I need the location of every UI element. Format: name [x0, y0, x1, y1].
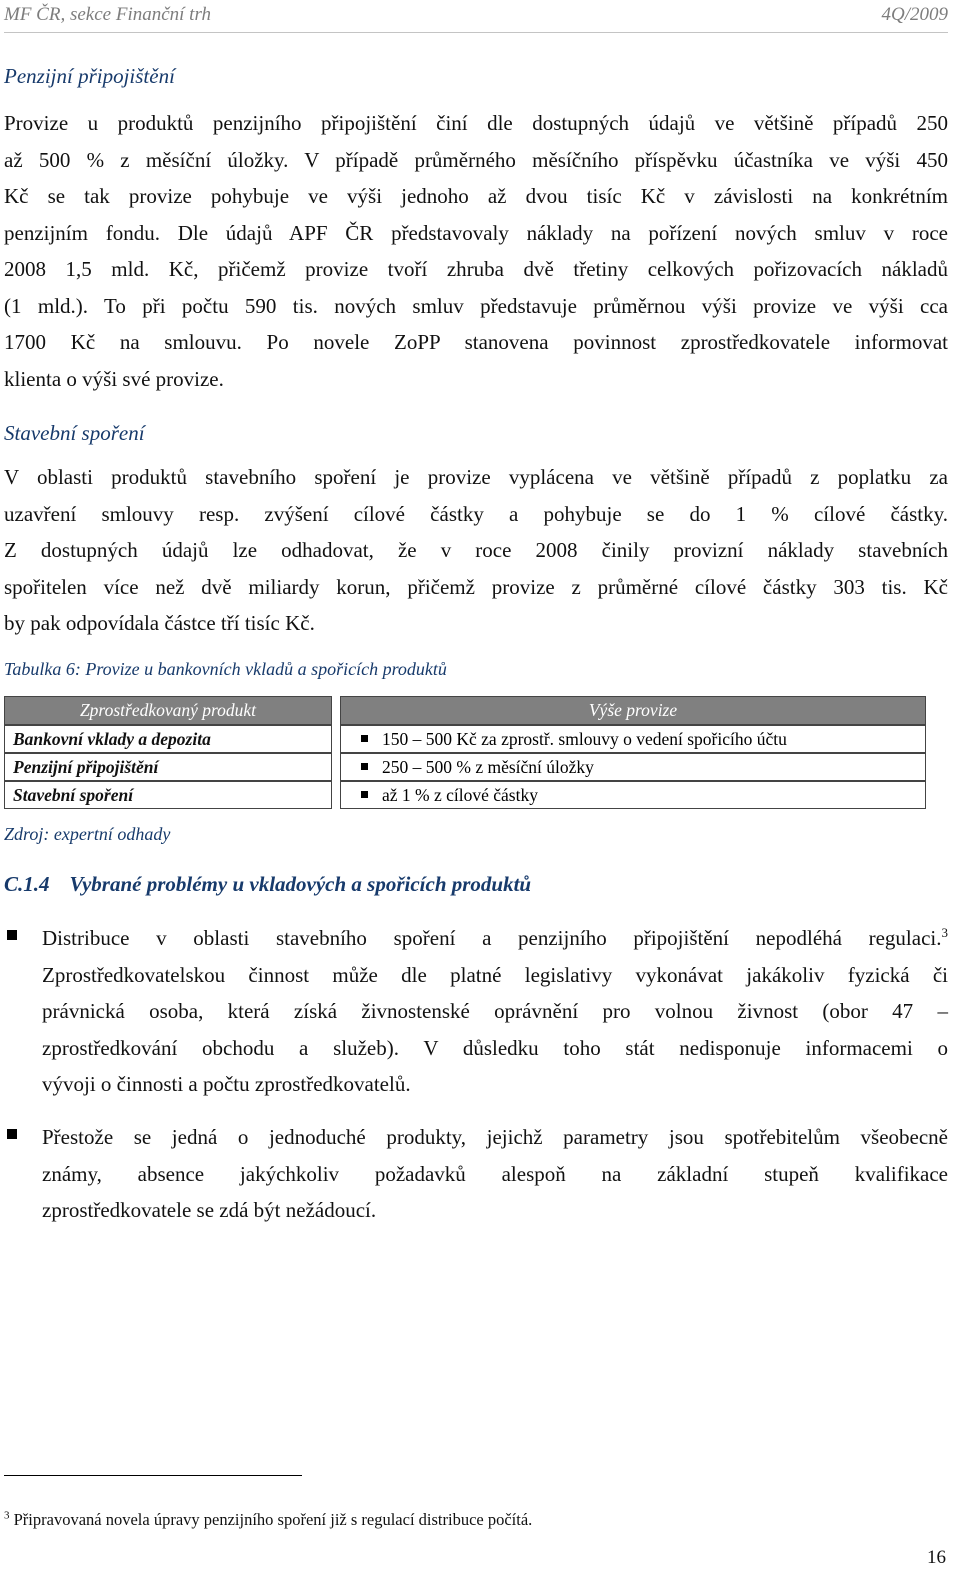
product-cell: Bankovní vklady a depozita: [4, 725, 332, 753]
table-row: [4, 753, 926, 781]
column-header-value: Výše provize: [340, 696, 926, 725]
section-title: [4, 872, 531, 897]
table-row: [4, 781, 926, 809]
text-line: známy, absence jakýchkoliv požadavků alespoň na základní stupeň kvalifikace: [42, 1161, 948, 1186]
text-line: Distribuce v oblasti stavebního spoření a penzijního připojištění nepodléhá regulaci.$^3$: [42, 925, 948, 950]
text-line: Provize u produktů penzijního připojištění činí dle dostupných údajů ve většině případů 250: [4, 111, 948, 135]
square-bullet-icon: [7, 930, 17, 940]
footnote-text: Připravovaná novela úpravy penzijního spoření již s regulací distribuce počítá.: [13, 1510, 533, 1529]
pension-heading: Penzijní připojištění: [4, 64, 175, 88]
section-title-text: Vybrané problémy u vkladových a spořicích produktů: [69, 872, 532, 896]
text-line: právnická osoba, která získá živnostenské oprávnění pro volnou živnost (obor 47 –: [42, 999, 948, 1023]
footnote: [4, 1510, 532, 1530]
table-source: Zdroj: expertní odhady: [4, 824, 171, 844]
square-bullet-icon: [361, 735, 368, 742]
text-line: Z dostupných údajů lze odhadovat, že v roce 2008 činily provizní náklady stavebních: [4, 538, 948, 562]
building-heading: Stavební spoření: [4, 421, 145, 445]
footnote-ref[interactable]: 3: [941, 925, 948, 940]
text-line: Kč se tak provize pohybuje ve výši jednoho až dvou tisíc Kč v závislosti na konkrétním: [4, 184, 948, 208]
text-line: Zprostředkovatelskou činnost může dle platné legislativy vykonávat jakákoliv fyzická či: [42, 962, 948, 987]
section-number: C.1.4: [4, 872, 50, 896]
table-row: [4, 725, 926, 753]
product-cell: Stavební spoření: [4, 781, 332, 809]
value-cell: 150 – 500 Kč za zprostř. smlouvy o vedení spořicího účtu: [340, 725, 926, 753]
column-header-product: Zprostředkovaný produkt: [4, 696, 332, 725]
page-number: 16: [927, 1547, 946, 1568]
text-line: vývoji o činnosti a počtu zprostředkovatelů.: [42, 1072, 411, 1096]
text-line: až 500 % z měsíční úložky. V případě průměrného měsíčního příspěvku účastníka ve výši 450: [4, 147, 948, 172]
table-caption: Tabulka 6: Provize u bankovních vkladů a spořicích produktů: [4, 659, 447, 679]
text-line: (1 mld.). To při počtu 590 tis. nových smluv představuje průměrnou výši provize ve výši cca: [4, 293, 948, 318]
square-bullet-icon: [361, 791, 368, 798]
value-cell: 250 – 500 % z měsíční úložky: [340, 753, 926, 781]
square-bullet-icon: [7, 1129, 17, 1139]
product-cell: Penzijní připojištění: [4, 753, 332, 781]
building-paragraph: [4, 459, 948, 642]
provize-table: [4, 696, 926, 809]
text-line: 2008 1,5 mld. Kč, přičemž provize tvoří zhruba dvě třetiny celkových pořizovacích nákladů: [4, 257, 948, 281]
text-line: penzijním fondu. Dle údajů APF ČR představovaly náklady na pořízení nových smluv v roce: [4, 220, 948, 245]
text-line: zprostředkování obchodu a služeb). V důsledku toho stát nedisponuje informacemi o: [42, 1035, 948, 1060]
footnote-number: 3: [4, 1509, 10, 1522]
text-line: 1700 Kč na smlouvu. Po novele ZoPP stanovena povinnost zprostředkovatele informovat: [4, 330, 948, 354]
value-cell: až 1 % z cílové částky: [340, 781, 926, 809]
text-line: klienta o výši své provize.: [4, 366, 224, 391]
text-line: V oblasti produktů stavebního spoření je provize vyplácena ve většině případů z poplatku za: [4, 465, 948, 489]
text-line: spořitelen více než dvě miliardy korun, přičemž provize z průměrné cílové částky 303 tis. Kč: [4, 574, 948, 599]
text-line: zprostředkovatele se zdá být nežádoucí.: [42, 1198, 377, 1222]
pension-paragraph: [4, 105, 948, 397]
page-header: [4, 2, 948, 33]
footnote-divider: [4, 1475, 302, 1476]
square-bullet-icon: [361, 763, 368, 770]
table-header-row: [4, 696, 926, 725]
text-line: Přestože se jedná o jednoduché produkty, jejichž parametry jsou spotřebitelům všeobecně: [42, 1125, 948, 1149]
header-left: MF ČR, sekce Finanční trh: [4, 4, 212, 25]
header-right: 4Q/2009: [881, 4, 948, 25]
text-line: uzavření smlouvy resp. zvýšení cílové částky a pohybuje se do 1 % cílové částky.: [4, 501, 948, 526]
text-line: by pak odpovídala částce tří tisíc Kč.: [4, 611, 315, 635]
